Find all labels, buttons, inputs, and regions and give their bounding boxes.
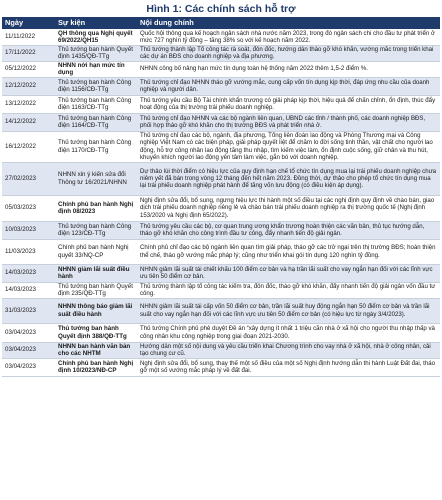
row-event: Thủ tướng ban hành Công điện 1163/CĐ-TTg (55, 95, 137, 113)
row-content: Dự thảo lùi thời điểm có hiệu lực của quy định hạn chế tổ chức tín dụng mua lại trái phiếu doanh nghiệp chưa niêm yết đã bán trong vòng 12 tháng đến hết năm 2023. Đồng thời, dự thảo cho phép tổ chức tín dụng mua lại trái phiếu doanh nghiệp phát hành để tăng vốn lưu động (có điều kiện áp dụng). (137, 162, 440, 195)
row-date: 11/03/2023 (2, 239, 55, 264)
row-date: 14/03/2023 (2, 282, 55, 298)
row-date: 12/12/2022 (2, 77, 55, 95)
row-event: Thủ tướng ban hành Quyết định 1435/QĐ-TTg (55, 45, 137, 61)
table-body (2, 29, 440, 376)
table-row (2, 221, 440, 239)
table-row (2, 282, 440, 298)
row-date: 10/03/2023 (2, 221, 55, 239)
table-row (2, 61, 440, 77)
row-content: Nghị định sửa đổi, bổ sung, ngưng hiệu lực thi hành một số điều tại các nghị định quy định về chào bán, giao dịch trái phiếu doanh nghiệp riêng lẻ và chào bán trái phiếu doanh nghiệp ra thị trường quốc tế (Nghị định 153/2020 và Nghị định 65/2022). (137, 195, 440, 221)
row-event: Thủ tướng ban hành Quyết định 388/QĐ-TTg (55, 323, 137, 342)
table-row (2, 239, 440, 264)
row-content: Chính phủ chỉ đạo các bộ ngành liên quan tìm giải pháp, tháo gỡ các trở ngại trên thị trường BĐS; hoàn thiện thể chế, tháo gỡ vướng mắc pháp lý; cũng như triển khai gói tín dụng 120 nghìn tỷ đồng. (137, 239, 440, 264)
row-content: Thủ tướng thành lập Tổ công tác rà soát, đôn đốc, hướng dẫn tháo gỡ khó khăn, vướng mắc trong triển khai các dự án BĐS cho doanh nghiệp và địa phương. (137, 45, 440, 61)
row-event: Thủ tướng ban hành Công điện 1156/CĐ-TTg (55, 77, 137, 95)
row-content: NHNN giảm lãi suất tái cấp vốn 50 điểm cơ bản, trần lãi suất huy động ngắn hạn 50 điểm cơ bản và trần lãi suất cho vay ngắn hạn đối với các lĩnh vực ưu tiên 50 điểm cơ bản (có hiệu lực từ ngày 3/4/2023). (137, 298, 440, 323)
table-row (2, 298, 440, 323)
row-event: Thủ tướng ban hành Công điện 1170/CĐ-TTg (55, 131, 137, 162)
row-content: Thủ tướng thành lập tổ công tác kiểm tra, đôn đốc, tháo gỡ khó khăn, đẩy nhanh tiến độ giải ngân vốn đầu tư công. (137, 282, 440, 298)
row-event: NHNN ban hành văn bản cho các NHTM (55, 342, 137, 358)
row-date: 14/12/2022 (2, 113, 55, 131)
row-date: 03/04/2023 (2, 358, 55, 376)
row-event: Thủ tướng ban hành Quyết định 235/QĐ-TTg (55, 282, 137, 298)
row-event: Chính phủ ban hành Nghị định 10/2023/NĐ-CP (55, 358, 137, 376)
row-event: Thủ tướng ban hành Công điện 123/CĐ-TTg (55, 221, 137, 239)
table-row (2, 358, 440, 376)
row-date: 16/12/2022 (2, 131, 55, 162)
policy-table (2, 17, 440, 377)
row-event: QH thông qua Nghị quyết 69/2022/QH15 (55, 29, 137, 45)
table-row (2, 45, 440, 61)
figure-title: Hình 1: Các chính sách hỗ trợ (146, 3, 296, 15)
row-event: Thủ tướng ban hành Công điện 1164/CĐ-TTg (55, 113, 137, 131)
row-content: Thủ tướng chỉ đạo các bộ, ngành, địa phương, Tổng liên đoàn lao động và Phòng Thương mại và Công nghiệp Việt Nam có các biện pháp, giải pháp quyết liệt để chăm lo đời sống tinh thần, vật chất cho người lao động, hỗ trợ công nhân lao động tăng thu nhập, tìm kiếm việc làm, ổn định cuộc sống, giữ chân và thu hút, khuyến khích người lao động yên tâm làm việc, gắn bó với doanh nghiệp. (137, 131, 440, 162)
row-content: Thủ tướng chỉ đạo NHNN tháo gỡ vướng mắc, cung cấp vốn tín dụng kịp thời, đáp ứng nhu cầu của doanh nghiệp và người dân. (137, 77, 440, 95)
row-date: 27/02/2023 (2, 162, 55, 195)
row-date: 13/12/2022 (2, 95, 55, 113)
row-event: NHNN thông báo giảm lãi suất điều hành (55, 298, 137, 323)
table-row (2, 131, 440, 162)
table-row (2, 162, 440, 195)
row-date: 11/11/2022 (2, 29, 55, 45)
row-date: 05/12/2022 (2, 61, 55, 77)
row-content: Thủ tướng chỉ đạo NHNN và các bộ ngành liên quan, UBND các tỉnh / thành phố, các doanh nghiệp BĐS, phối hợp tháo gỡ khó khăn cho thị trường BĐS và phát triển nhà ở. (137, 113, 440, 131)
table-row (2, 95, 440, 113)
row-event: NHNN giảm lãi suất điều hành (55, 264, 137, 282)
row-content: Quốc hội thông qua kế hoạch ngân sách nhà nước năm 2023, trong đó ngân sách chi cho đầu tư phát triển ở mức 727 nghìn tỷ đồng – tăng 38% so với kế hoạch năm 2022. (137, 29, 440, 45)
row-content: Nghị định sửa đổi, bổ sung, thay thế một số điều của một số Nghị định hướng dẫn thi hành Luật Đất đai, tháo gỡ một số vướng mắc pháp lý về đất đai. (137, 358, 440, 376)
header-date: Ngày (2, 17, 55, 29)
row-date: 03/04/2023 (2, 342, 55, 358)
row-event: Chính phủ ban hành Nghị định 08/2023 (55, 195, 137, 221)
row-content: Thủ tướng Chính phủ phê duyệt Đề án “xây dựng ít nhất 1 triệu căn nhà ở xã hội cho người thu nhập thấp và công nhân khu công nghiệp trong giai đoạn 2021-2030. (137, 323, 440, 342)
row-content: NHNN giảm lãi suất tái chiết khấu 100 điểm cơ bản và hạ trần lãi suất cho vay ngắn hạn đối với các lĩnh vực ưu tiên 50 điểm cơ bản. (137, 264, 440, 282)
row-event: NHNN nới hạn mức tín dụng (55, 61, 137, 77)
table-row (2, 113, 440, 131)
row-content: NHNN công bố nâng hạn mức tín dụng toàn hệ thống năm 2022 thêm 1,5-2 điểm %. (137, 61, 440, 77)
row-date: 03/04/2023 (2, 323, 55, 342)
row-date: 31/03/2023 (2, 298, 55, 323)
row-content: Thủ tướng yêu cầu Bộ Tài chính khẩn trương có giải pháp kịp thời, hiệu quả để chấn chỉnh, ổn định, thúc đẩy hoạt động của thị trường trái phiếu doanh nghiệp. (137, 95, 440, 113)
row-content: Hướng dẫn một số nội dung và yêu cầu triển khai Chương trình cho vay nhà ở xã hội, nhà ở công nhân, cải tạo chung cư cũ. (137, 342, 440, 358)
row-date: 14/03/2023 (2, 264, 55, 282)
table-row (2, 323, 440, 342)
table-row (2, 195, 440, 221)
row-content: Thủ tướng yêu cầu các bộ, cơ quan trung ương khẩn trương hoàn thiện các văn bản, thủ tục hướng dẫn, tháo gỡ khó khăn cho công trình đầu tư công, đẩy nhanh tiến độ giải ngân. (137, 221, 440, 239)
row-date: 05/03/2023 (2, 195, 55, 221)
table-row (2, 77, 440, 95)
row-date: 17/11/2022 (2, 45, 55, 61)
table-row (2, 342, 440, 358)
header-event: Sự kiện (55, 17, 137, 29)
table-header (2, 17, 440, 29)
header-content: Nội dung chính (137, 17, 440, 29)
table-row (2, 264, 440, 282)
table-row (2, 29, 440, 45)
row-event: NHNN xin ý kiến sửa đổi Thông tư 16/2021/NHNN (55, 162, 137, 195)
row-event: Chính phủ ban hành Nghị quyết 33/NQ-CP (55, 239, 137, 264)
